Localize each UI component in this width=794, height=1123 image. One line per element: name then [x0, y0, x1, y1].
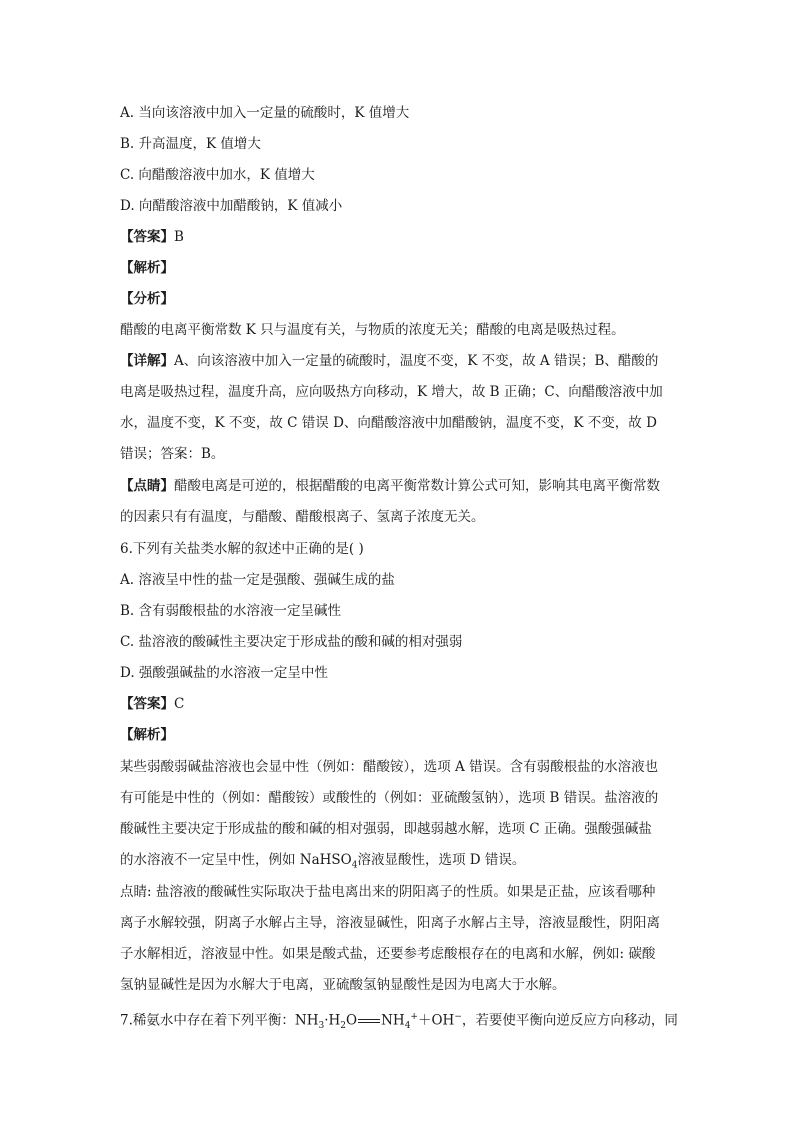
dianjing-tag: 【点睛】: [120, 478, 174, 494]
q5-detail-line-3: 水，温度不变，K 不变，故 C 错误 D、向醋酸溶液中加醋酸钠，温度不变，K 不变，故 D: [120, 415, 657, 431]
q5-option-c: C. 向醋酸溶液中加水，K 值增大: [120, 167, 315, 183]
q5-fenxi-tag: [120, 290, 174, 308]
dianjing-text: 醋酸电离是可逆的，根据醋酸的电离平衡常数计算公式可知，影响其电离平衡常数: [174, 478, 660, 494]
q5-detail-line-4: 错误；答案：B。: [120, 446, 225, 462]
q6-analysis-line-2: 有可能是中性的（例如：醋酸铵）或酸性的（例如：亚硫酸氢钠），选项 B 错误。盐溶液的: [120, 790, 659, 806]
answer-value: C: [174, 696, 185, 712]
q6-analysis-line-3: 酸碱性主要决定于形成盐的酸和碱的相对强弱，即越弱越水解，选项 C 正确。强酸强碱盐: [120, 821, 652, 837]
q6-option-a: A. 溶液呈中性的盐一定是强酸、强碱生成的盐: [120, 572, 395, 588]
fenxi-tag: 【分析】: [120, 291, 174, 307]
q5-option-d: D. 向醋酸溶液中加醋酸钠，K 值减小: [120, 198, 343, 214]
detail-text: A、向该溶液中加入一定量的硫酸时，温度不变，K 不变，故 A 错误；B、醋酸的: [174, 353, 659, 369]
q5-answer: [120, 228, 184, 246]
analysis-tag: 【解析】: [120, 727, 174, 743]
q6-answer: [120, 695, 184, 713]
q6-note-line-1: 点睛: 盐溶液的酸碱性实际取决于盐电离出来的阴阳离子的性质。如果是正盐，应该看哪种: [120, 884, 656, 900]
q6-stem: 6.下列有关盐类水解的叙述中正确的是( ): [120, 541, 364, 557]
q5-dianjing-line-2: 的因素只有有温度，与醋酸、醋酸根离子、氢离子浓度无关。: [120, 509, 485, 525]
q6-analysis-line-4: [120, 851, 525, 875]
q5-dianjing-line-1: [120, 477, 660, 495]
analysis-text: 溶液显酸性，选项 D 错误。: [357, 852, 526, 868]
q6-option-c: C. 盐溶液的酸碱性主要决定于形成盐的酸和碱的相对强弱: [120, 634, 463, 650]
q6-analysis-tag: [120, 726, 174, 744]
superscript: −: [454, 1012, 462, 1022]
q5-detail-line-1: [120, 352, 658, 370]
stem-text: NH: [381, 1012, 405, 1029]
q6-note-line-3: 子水解相近，溶液显中性。如果是酸式盐，还要参考虑酸根存在的电离和水解，例如: 碳酸: [120, 946, 656, 962]
analysis-text: 的水溶液不一定呈中性，例如 NaHSO: [120, 852, 352, 868]
answer-value: B: [174, 229, 184, 245]
q6-option-d: D. 强酸强碱盐的水溶液一定呈中性: [120, 665, 328, 681]
subscript: 4: [404, 1021, 411, 1032]
stem-text: ＋OH: [417, 1012, 455, 1029]
superscript: +: [410, 1012, 418, 1022]
equilibrium-arrow-icon: [358, 1017, 380, 1025]
stem-text: ·H: [324, 1012, 341, 1029]
stem-text: 7.稀氨水中存在着下列平衡：NH: [120, 1012, 319, 1029]
q6-option-b: B. 含有弱酸根盐的水溶液一定呈碱性: [120, 603, 342, 619]
analysis-tag: 【解析】: [120, 260, 174, 276]
subscript: 4: [351, 860, 358, 871]
q5-option-b: B. 升高温度，K 值增大: [120, 136, 261, 152]
stem-text: O: [346, 1012, 358, 1029]
q5-fenxi-text: 醋酸的电离平衡常数 K 只与温度有关，与物质的浓度无关；醋酸的电离是吸热过程。: [120, 322, 625, 338]
subscript: 3: [318, 1021, 325, 1032]
q7-stem: [120, 1008, 678, 1035]
answer-tag: 【答案】: [120, 696, 174, 712]
q5-option-a: A. 当向该溶液中加入一定量的硫酸时，K 值增大: [120, 105, 410, 121]
q6-analysis-line-1: 某些弱酸弱碱盐溶液也会显中性（例如：醋酸铵），选项 A 错误。含有弱酸根盐的水溶液也: [120, 759, 659, 775]
detail-tag: 【详解】: [120, 353, 174, 369]
answer-tag: 【答案】: [120, 229, 174, 245]
subscript: 2: [340, 1021, 347, 1032]
q5-detail-line-2: 电离是吸热过程，温度升高，应向吸热方向移动，K 增大，故 B 正确；C、向醋酸溶液中加: [120, 384, 663, 400]
stem-text: ，若要使平衡向逆反应方向移动，同: [461, 1012, 678, 1029]
q6-note-line-2: 离子水解较强，阴离子水解占主导，溶液显碱性，阳离子水解占主导，溶液显酸性，阴阳离: [120, 915, 660, 931]
q5-analysis-tag: [120, 259, 174, 277]
q6-note-line-4: 氢钠显碱性是因为水解大于电离，亚硫酸氢钠显酸性是因为电离大于水解。: [120, 977, 566, 993]
